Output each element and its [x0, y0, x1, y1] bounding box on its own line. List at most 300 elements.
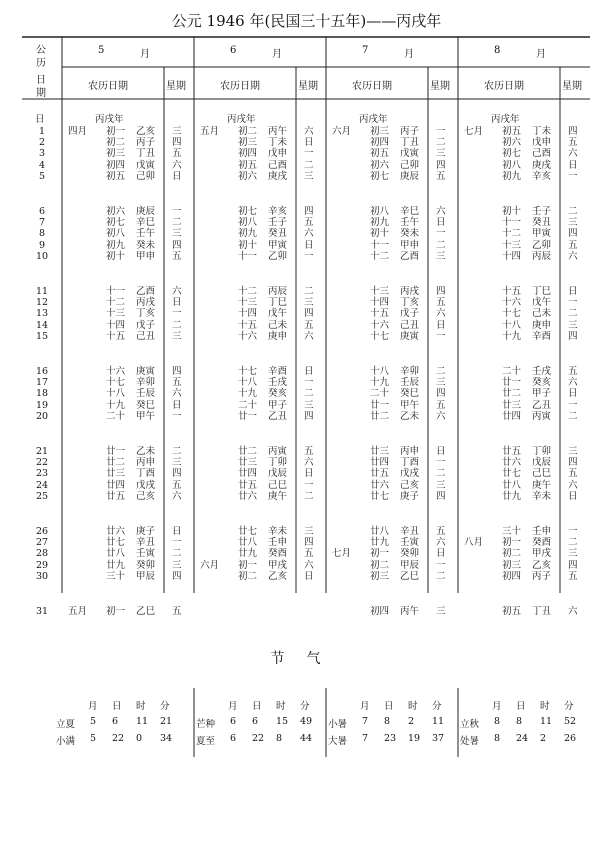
- solar-header: 日: [252, 701, 262, 712]
- weekday: 日: [304, 468, 314, 480]
- solar-term-month: 5: [90, 716, 97, 727]
- solar-term-name: 立秋: [460, 719, 480, 730]
- ganzhi-day: 乙亥: [136, 126, 156, 137]
- ganzhi-day: 丙申: [400, 446, 420, 457]
- lunar-day: 廿一: [502, 377, 522, 389]
- lunar-day: 十二: [106, 297, 126, 309]
- ganzhi-day: 丁丑: [400, 137, 420, 149]
- solar-term-hour: 11: [136, 716, 149, 727]
- weekday: 五: [304, 548, 314, 560]
- solar-header: 月: [228, 701, 238, 712]
- gregorian-day: 5: [39, 170, 46, 182]
- ganzhi-day: 戊戌: [400, 468, 420, 480]
- gregorian-day: 11: [36, 286, 49, 297]
- solar-term-name: 小暑: [328, 719, 348, 730]
- lunar-year-label: 丙戌年: [491, 114, 520, 125]
- weekday: 六: [436, 410, 446, 422]
- weekday: 五: [568, 570, 578, 582]
- ganzhi-day: 壬午: [400, 217, 420, 229]
- weekday: 四: [172, 570, 182, 582]
- ganzhi-day: 辛酉: [532, 330, 552, 342]
- ganzhi-day: 丁未: [268, 137, 288, 149]
- lunar-day: 初六: [502, 137, 522, 149]
- weekday: 六: [568, 479, 578, 491]
- ganzhi-day: 辛亥: [268, 206, 288, 217]
- lunar-day: 初七: [502, 148, 522, 160]
- weekday: 四: [568, 228, 578, 240]
- lunar-day: 十六: [502, 297, 522, 309]
- lunar-day: 廿五: [106, 490, 126, 502]
- ganzhi-day: 乙未: [400, 410, 420, 422]
- weekday: 日: [436, 319, 446, 331]
- ganzhi-day: 庚戌: [268, 170, 288, 182]
- lunar-day: 廿七: [106, 537, 126, 549]
- gregorian-day: 29: [36, 559, 49, 571]
- lunar-day: 廿六: [238, 490, 258, 502]
- ganzhi-day: 丙寅: [268, 446, 288, 457]
- lunar-year-label: 丙戌年: [95, 114, 124, 125]
- solar-term-minute: 49: [300, 716, 313, 727]
- ganzhi-day: 丁亥: [136, 308, 156, 320]
- lunar-year-label: 丙戌年: [359, 114, 388, 125]
- solar-header: 日: [516, 701, 526, 712]
- weekday: 日: [172, 526, 182, 537]
- ganzhi-day: 己未: [268, 319, 288, 331]
- weekday: 三: [568, 217, 578, 229]
- weekday: 日: [568, 159, 578, 171]
- weekday: 二: [436, 239, 446, 251]
- ganzhi-day: 辛巳: [136, 217, 156, 229]
- lunar-month-label: 五月: [200, 126, 220, 137]
- lunar-day: 十七: [106, 377, 126, 389]
- lunar-day: 初四: [370, 137, 390, 149]
- ganzhi-day: 甲午: [136, 410, 156, 422]
- solar-term-name: 夏至: [196, 736, 216, 747]
- lunar-day: 十三: [502, 239, 522, 251]
- ganzhi-day: 乙亥: [532, 559, 552, 571]
- solar-term-month: 8: [494, 716, 501, 727]
- solar-term-day: 22: [112, 733, 125, 744]
- ganzhi-day: 辛亥: [532, 170, 552, 182]
- lunar-day: 初九: [502, 170, 522, 182]
- lunar-day: 廿六: [502, 457, 522, 469]
- lunar-day: 十八: [370, 366, 390, 377]
- weekday: 六: [172, 388, 182, 400]
- ganzhi-day: 己酉: [268, 159, 288, 171]
- ganzhi-day: 甲子: [532, 388, 552, 400]
- gregorian-day: 16: [36, 366, 49, 377]
- lunar-day: 初六: [370, 159, 390, 171]
- ganzhi-day: 庚申: [268, 330, 288, 342]
- gregorian-day: 7: [39, 217, 46, 229]
- weekday: 三: [172, 126, 182, 137]
- ganzhi-day: 庚辰: [136, 206, 156, 217]
- ganzhi-day: 丁卯: [532, 446, 552, 457]
- weekday: 五: [436, 526, 446, 537]
- ganzhi-day: 甲午: [400, 399, 420, 411]
- ganzhi-day: 己丑: [136, 330, 156, 342]
- gregorian-day: 2: [39, 137, 46, 149]
- lunar-day: 廿九: [370, 537, 390, 549]
- corner-header-line: 公历: [36, 45, 46, 69]
- ganzhi-day: 丙申: [136, 457, 156, 469]
- gregorian-day: 8: [39, 228, 46, 240]
- weekday: 六: [172, 286, 182, 297]
- weekday: 二: [172, 446, 182, 457]
- weekday: 四: [568, 559, 578, 571]
- lunar-day: 十二: [370, 250, 390, 262]
- lunar-day: 初十: [502, 206, 522, 217]
- weekday: 五: [568, 239, 578, 251]
- lunar-day: 十九: [370, 377, 390, 389]
- solar-term-name: 处暑: [460, 736, 480, 747]
- lunar-day: 廿八: [238, 537, 258, 549]
- weekday: 四: [304, 206, 314, 217]
- ganzhi-day: 丙子: [400, 126, 420, 137]
- weekday: 五: [436, 297, 446, 309]
- gregorian-day: 26: [36, 526, 49, 537]
- ganzhi-day: 壬申: [268, 537, 288, 549]
- lunar-day: 廿五: [370, 468, 390, 480]
- lunar-day: 初二: [238, 126, 258, 137]
- ganzhi-day: 壬申: [532, 526, 552, 537]
- solar-term-minute: 44: [300, 733, 313, 744]
- lunar-month-label: 五月: [68, 606, 88, 617]
- weekday: 四: [172, 239, 182, 251]
- lunar-day: 十四: [370, 297, 390, 309]
- ganzhi-day: 丙午: [268, 126, 288, 137]
- lunar-day: 十三: [370, 286, 390, 297]
- weekday: 四: [436, 286, 446, 297]
- solar-term-day: 23: [384, 733, 397, 744]
- gregorian-day: 12: [36, 297, 49, 309]
- lunar-day: 初二: [106, 137, 126, 149]
- lunar-day: 廿二: [106, 457, 126, 469]
- lunar-day: 初七: [370, 170, 390, 182]
- lunar-day: 廿九: [238, 548, 258, 560]
- ganzhi-day: 癸丑: [268, 228, 288, 240]
- weekday-header: 星期: [430, 81, 450, 92]
- ganzhi-day: 癸酉: [532, 537, 552, 549]
- ganzhi-day: 辛巳: [400, 206, 420, 217]
- solar-term-day: 8: [516, 716, 523, 727]
- lunar-day: 廿八: [106, 548, 126, 560]
- weekday: 五: [304, 217, 314, 229]
- weekday: 日: [304, 366, 314, 377]
- lunar-date-header: 农历日期: [220, 81, 260, 92]
- weekday: 五: [172, 606, 182, 617]
- lunar-day: 廿四: [502, 410, 522, 422]
- ganzhi-day: 壬午: [136, 228, 156, 240]
- corner-header: [33, 44, 49, 100]
- gregorian-day: 17: [36, 377, 49, 389]
- weekday: 一: [436, 228, 446, 240]
- weekday: 四: [568, 457, 578, 469]
- weekday: 一: [568, 170, 578, 182]
- lunar-day: 初四: [106, 159, 126, 171]
- weekday: 六: [304, 330, 314, 342]
- lunar-day: 十八: [238, 377, 258, 389]
- lunar-day: 三十: [502, 526, 522, 537]
- solar-term-month: 5: [90, 733, 97, 744]
- gregorian-day: 27: [36, 537, 49, 549]
- lunar-day: 初八: [106, 228, 126, 240]
- weekday: 四: [568, 330, 578, 342]
- ganzhi-day: 甲戌: [268, 559, 288, 571]
- month-unit: 月: [272, 49, 282, 60]
- weekday: 五: [172, 148, 182, 160]
- lunar-day: 十四: [106, 319, 126, 331]
- lunar-day: 廿一: [106, 446, 126, 457]
- lunar-day: 十五: [502, 286, 522, 297]
- ganzhi-day: 庚子: [400, 490, 420, 502]
- solar-term-name: 立夏: [56, 719, 76, 730]
- ganzhi-day: 庚午: [532, 479, 552, 491]
- lunar-month-label: 四月: [68, 126, 88, 137]
- lunar-day: 初一: [502, 537, 522, 549]
- lunar-day: 廿一: [370, 399, 390, 411]
- weekday: 六: [568, 606, 578, 617]
- ganzhi-day: 戊子: [400, 308, 420, 320]
- ganzhi-day: 辛未: [268, 526, 288, 537]
- lunar-day: 初八: [370, 206, 390, 217]
- gregorian-day: 30: [36, 570, 49, 582]
- lunar-day: 廿六: [370, 479, 390, 491]
- weekday: 五: [172, 377, 182, 389]
- solar-term-hour: 15: [276, 716, 289, 727]
- solar-term-hour: 8: [276, 733, 283, 744]
- lunar-day: 三十: [106, 570, 126, 582]
- weekday: 六: [304, 228, 314, 240]
- weekday: 三: [172, 228, 182, 240]
- ganzhi-day: 丁未: [532, 126, 552, 137]
- lunar-day: 初五: [370, 148, 390, 160]
- solar-term-minute: 52: [564, 716, 577, 727]
- weekday: 六: [436, 308, 446, 320]
- gregorian-day: 18: [36, 388, 49, 400]
- month-number: 8: [494, 45, 501, 56]
- lunar-day: 初五: [106, 170, 126, 182]
- ganzhi-day: 丙寅: [532, 410, 552, 422]
- ganzhi-day: 丁巳: [532, 286, 552, 297]
- lunar-day: 初四: [238, 148, 258, 160]
- weekday: 三: [172, 559, 182, 571]
- lunar-day: 十七: [502, 308, 522, 320]
- gregorian-day: 6: [39, 206, 46, 217]
- ganzhi-day: 乙酉: [400, 250, 420, 262]
- weekday: 三: [172, 330, 182, 342]
- lunar-day: 二十: [502, 366, 522, 377]
- ganzhi-day: 丁酉: [136, 468, 156, 480]
- lunar-day: 初十: [370, 228, 390, 240]
- weekday: 一: [172, 537, 182, 549]
- lunar-day: 初六: [238, 170, 258, 182]
- weekday: 一: [436, 126, 446, 137]
- solar-header: 分: [160, 701, 170, 712]
- ganzhi-day: 癸未: [136, 239, 156, 251]
- solar-header: 时: [540, 701, 550, 712]
- weekday: 三: [304, 526, 314, 537]
- ganzhi-day: 庚午: [268, 490, 288, 502]
- solar-term-minute: 21: [160, 716, 173, 727]
- weekday: 六: [304, 457, 314, 469]
- ganzhi-day: 乙丑: [268, 410, 288, 422]
- ganzhi-day: 丙午: [400, 606, 420, 617]
- solar-header: 月: [492, 701, 502, 712]
- ganzhi-day: 丙子: [136, 137, 156, 149]
- solar-header: 分: [300, 701, 310, 712]
- gregorian-day: 13: [36, 308, 49, 320]
- weekday: 三: [568, 446, 578, 457]
- weekday: 一: [172, 206, 182, 217]
- weekday: 六: [172, 159, 182, 171]
- weekday: 三: [304, 297, 314, 309]
- ganzhi-day: 辛卯: [136, 377, 156, 389]
- page-title: 公元 1946 年(民国三十五年)——丙戌年: [171, 12, 442, 30]
- weekday: 二: [568, 206, 578, 217]
- gregorian-day: 23: [36, 468, 49, 480]
- lunar-day: 廿二: [238, 446, 258, 457]
- ganzhi-day: 辛卯: [400, 366, 420, 377]
- lunar-day: 初五: [238, 159, 258, 171]
- weekday: 日: [304, 570, 314, 582]
- ganzhi-day: 甲申: [400, 239, 420, 251]
- weekday: 二: [436, 366, 446, 377]
- weekday: 日: [436, 446, 446, 457]
- ganzhi-day: 辛酉: [268, 366, 288, 377]
- lunar-day: 十四: [502, 250, 522, 262]
- lunar-day: 初二: [238, 570, 258, 582]
- weekday: 六: [568, 148, 578, 160]
- lunar-day: 廿四: [106, 479, 126, 491]
- lunar-day: 十六: [106, 366, 126, 377]
- lunar-day: 十七: [370, 330, 390, 342]
- lunar-day: 廿三: [106, 468, 126, 480]
- weekday: 一: [304, 250, 314, 262]
- solar-terms-title: 节气: [270, 651, 343, 667]
- gregorian-day: 19: [36, 399, 49, 411]
- weekday: 一: [568, 399, 578, 411]
- weekday: 日: [172, 170, 182, 182]
- lunar-day: 十六: [238, 330, 258, 342]
- solar-term-day: 22: [252, 733, 265, 744]
- ganzhi-day: 己巳: [532, 468, 552, 480]
- solar-term-name: 小满: [56, 736, 76, 747]
- weekday: 二: [568, 537, 578, 549]
- weekday: 日: [304, 137, 314, 149]
- solar-header: 时: [136, 701, 146, 712]
- month-number: 5: [98, 45, 105, 56]
- lunar-day: 十九: [106, 399, 126, 411]
- solar-term-day: 8: [384, 716, 391, 727]
- ganzhi-day: 癸卯: [400, 548, 420, 560]
- lunar-day: 十二: [502, 228, 522, 240]
- solar-term-hour: 2: [408, 716, 415, 727]
- lunar-date-header: 农历日期: [88, 81, 128, 92]
- lunar-day: 初十: [106, 250, 126, 262]
- weekday: 日: [436, 548, 446, 560]
- ganzhi-day: 庚辰: [400, 170, 420, 182]
- lunar-day: 初一: [370, 548, 390, 560]
- weekday: 日: [172, 297, 182, 309]
- lunar-day: 初七: [238, 206, 258, 217]
- lunar-day: 廿三: [370, 446, 390, 457]
- lunar-month-label: 六月: [200, 559, 220, 571]
- solar-term-minute: 26: [564, 733, 577, 744]
- weekday: 五: [568, 366, 578, 377]
- ganzhi-day: 乙亥: [268, 570, 288, 582]
- ganzhi-day: 甲寅: [268, 239, 288, 251]
- gregorian-day: 21: [36, 446, 49, 457]
- weekday: 一: [304, 479, 314, 491]
- weekday: 三: [568, 548, 578, 560]
- weekday-header: 星期: [298, 81, 318, 92]
- ganzhi-day: 庚寅: [136, 366, 156, 377]
- gregorian-day: 28: [36, 548, 49, 560]
- lunar-day: 十七: [238, 366, 258, 377]
- ganzhi-day: 丁巳: [268, 297, 288, 309]
- lunar-day: 十五: [106, 330, 126, 342]
- ganzhi-day: 戊辰: [532, 457, 552, 469]
- weekday: 二: [436, 468, 446, 480]
- weekday: 日: [568, 286, 578, 297]
- weekday: 一: [304, 377, 314, 389]
- ganzhi-day: 戊寅: [136, 159, 156, 171]
- ganzhi-day: 丁丑: [532, 606, 552, 617]
- gregorian-day: 14: [36, 319, 49, 331]
- gregorian-day: 9: [39, 239, 46, 251]
- weekday: 四: [172, 468, 182, 480]
- ganzhi-day: 辛丑: [400, 526, 420, 537]
- weekday-header: 星期: [166, 81, 186, 92]
- gregorian-day: 20: [36, 410, 49, 422]
- ganzhi-day: 壬戌: [532, 366, 552, 377]
- weekday: 二: [172, 319, 182, 331]
- solar-term-hour: 11: [540, 716, 553, 727]
- solar-term-name: 芒种: [196, 719, 216, 730]
- lunar-day: 初九: [106, 239, 126, 251]
- ganzhi-day: 甲申: [136, 250, 156, 262]
- ganzhi-day: 己巳: [268, 479, 288, 491]
- lunar-day: 初四: [502, 570, 522, 582]
- gregorian-day: 15: [36, 330, 49, 342]
- weekday: 三: [436, 606, 446, 617]
- weekday: 四: [172, 137, 182, 149]
- lunar-day: 廿三: [502, 399, 522, 411]
- weekday: 二: [304, 159, 314, 171]
- lunar-day: 廿五: [238, 479, 258, 491]
- lunar-month-label: 六月: [332, 126, 352, 137]
- solar-header: 时: [408, 701, 418, 712]
- ganzhi-day: 壬寅: [136, 548, 156, 560]
- lunar-day: 初一: [106, 606, 126, 617]
- weekday: 一: [568, 297, 578, 309]
- solar-term-hour: 19: [408, 733, 421, 744]
- weekday: 日: [568, 490, 578, 502]
- weekday: 六: [436, 206, 446, 217]
- ganzhi-day: 乙酉: [136, 286, 156, 297]
- ganzhi-day: 丙子: [532, 570, 552, 582]
- lunar-day: 廿三: [238, 457, 258, 469]
- weekday: 四: [304, 308, 314, 320]
- month-number: 7: [362, 45, 369, 56]
- ganzhi-day: 癸卯: [136, 559, 156, 571]
- solar-term-day: 6: [112, 716, 119, 727]
- ganzhi-day: 丙戌: [400, 286, 420, 297]
- lunar-day: 廿九: [106, 559, 126, 571]
- weekday: 四: [304, 410, 314, 422]
- lunar-day: 初三: [106, 148, 126, 160]
